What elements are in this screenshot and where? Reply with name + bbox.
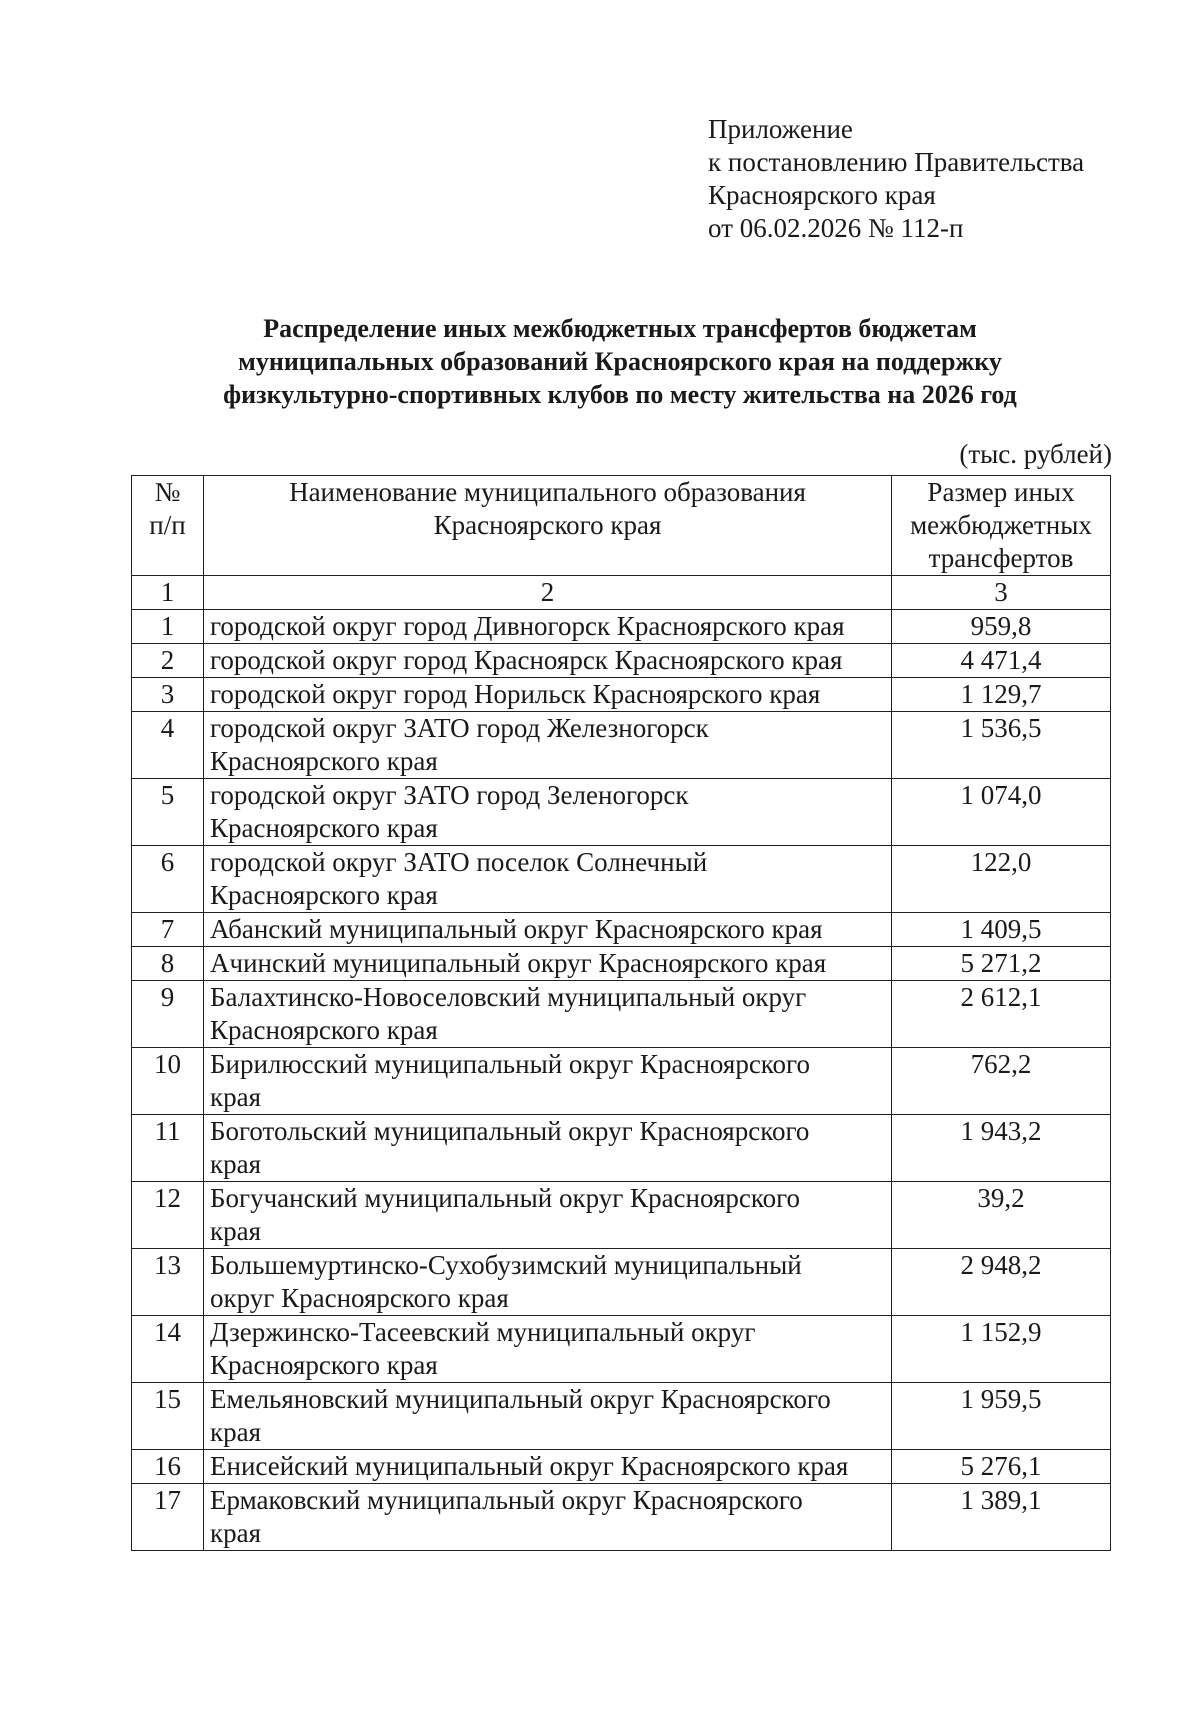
- row-number: 8: [132, 947, 204, 981]
- municipality-name: [204, 981, 892, 1048]
- transfer-amount: 1 389,1: [892, 1484, 1111, 1551]
- municipality-name: [204, 1249, 892, 1316]
- table-row: [132, 1115, 1111, 1182]
- transfer-amount: 5 276,1: [892, 1450, 1111, 1484]
- table-row: [132, 678, 1111, 712]
- header-value-line: межбюджетных: [910, 510, 1092, 540]
- transfer-amount: 122,0: [892, 846, 1111, 913]
- title-line: физкультурно-спортивных клубов по месту жительства на 2026 год: [223, 380, 1017, 409]
- municipality-name-line: края: [210, 1082, 262, 1112]
- municipality-name: [204, 644, 892, 678]
- row-number: 11: [132, 1115, 204, 1182]
- municipality-name: [204, 678, 892, 712]
- row-number: 1: [132, 610, 204, 644]
- header-value-line: трансфертов: [928, 543, 1074, 573]
- transfer-amount: 1 152,9: [892, 1316, 1111, 1383]
- transfer-amount: 39,2: [892, 1182, 1111, 1249]
- units-label: (тыс. рублей): [959, 439, 1112, 469]
- row-number: 13: [132, 1249, 204, 1316]
- title-line: Распределение иных межбюджетных трансфертов бюджетам: [263, 314, 977, 343]
- municipality-name: [204, 1484, 892, 1551]
- table-row: [132, 1484, 1111, 1551]
- table-header-row: [132, 476, 1111, 576]
- table-row: [132, 1249, 1111, 1316]
- header-value-line: Размер иных: [927, 477, 1075, 507]
- transfer-amount: 1 409,5: [892, 913, 1111, 947]
- column-index: 3: [892, 576, 1111, 610]
- municipality-name-line: Красноярского края: [210, 746, 438, 776]
- row-number: 6: [132, 846, 204, 913]
- municipality-name-line: края: [210, 1149, 262, 1179]
- transfer-amount: 1 943,2: [892, 1115, 1111, 1182]
- table-body: [132, 610, 1111, 1551]
- row-number: 2: [132, 644, 204, 678]
- transfer-amount: 1 129,7: [892, 678, 1111, 712]
- municipality-name-line: Ачинский муниципальный округ Красноярского края: [210, 948, 827, 978]
- municipality-name-line: Дзержинско-Тасеевский муниципальный округ: [210, 1317, 756, 1347]
- municipality-name-line: Красноярского края: [210, 1350, 438, 1380]
- municipality-name-line: Красноярского края: [210, 813, 438, 843]
- municipality-name-line: Емельяновский муниципальный округ Красноярского: [210, 1384, 831, 1414]
- transfer-amount: 762,2: [892, 1048, 1111, 1115]
- appendix-line: Красноярского края: [708, 180, 936, 210]
- table-row: [132, 644, 1111, 678]
- municipality-name-line: городской округ город Норильск Красноярского края: [210, 679, 821, 709]
- municipality-name-line: городской округ ЗАТО город Железногорск: [210, 713, 709, 743]
- municipality-name-line: Боготольский муниципальный округ Красноярского: [210, 1116, 810, 1146]
- transfer-amount: 959,8: [892, 610, 1111, 644]
- municipality-name: [204, 947, 892, 981]
- column-index: 1: [132, 576, 204, 610]
- municipality-name-line: городской округ ЗАТО город Зеленогорск: [210, 780, 689, 810]
- table-row: [132, 712, 1111, 779]
- row-number: 10: [132, 1048, 204, 1115]
- municipality-name-line: Красноярского края: [210, 880, 438, 910]
- column-index: 2: [204, 576, 892, 610]
- municipality-name-line: края: [210, 1518, 262, 1548]
- row-number: 5: [132, 779, 204, 846]
- municipality-name: [204, 913, 892, 947]
- municipality-name: [204, 712, 892, 779]
- table-row: [132, 610, 1111, 644]
- municipality-name: [204, 1115, 892, 1182]
- municipality-name: [204, 1316, 892, 1383]
- municipality-name: [204, 779, 892, 846]
- appendix-line: от 06.02.2026 № 112-п: [708, 213, 964, 243]
- row-number: 17: [132, 1484, 204, 1551]
- table-row: [132, 1048, 1111, 1115]
- table-row: [132, 1316, 1111, 1383]
- appendix-line: к постановлению Правительства: [708, 147, 1085, 177]
- transfer-amount: 1 536,5: [892, 712, 1111, 779]
- header-name: [204, 476, 892, 576]
- table-row: [132, 1182, 1111, 1249]
- allocation-table: [131, 475, 1111, 1551]
- column-index-row: [132, 576, 1111, 610]
- municipality-name: [204, 1450, 892, 1484]
- header-num: [132, 476, 204, 576]
- municipality-name-line: округ Красноярского края: [210, 1283, 509, 1313]
- header-num-line: №: [154, 477, 181, 507]
- municipality-name: [204, 1383, 892, 1450]
- row-number: 12: [132, 1182, 204, 1249]
- municipality-name: [204, 1048, 892, 1115]
- row-number: 3: [132, 678, 204, 712]
- transfer-amount: 2 612,1: [892, 981, 1111, 1048]
- table-row: [132, 1383, 1111, 1450]
- table-row: [132, 981, 1111, 1048]
- transfer-amount: 5 271,2: [892, 947, 1111, 981]
- municipality-name-line: Красноярского края: [210, 1015, 438, 1045]
- row-number: 7: [132, 913, 204, 947]
- municipality-name: [204, 1182, 892, 1249]
- municipality-name-line: Богучанский муниципальный округ Красноярского: [210, 1183, 801, 1213]
- header-name-line: Красноярского края: [433, 510, 662, 540]
- municipality-name-line: Бирилюсский муниципальный округ Красноярского: [210, 1049, 810, 1079]
- municipality-name-line: Большемуртинско-Сухобузимский муниципальный: [210, 1250, 802, 1280]
- header-num-line: п/п: [149, 510, 186, 540]
- appendix-block: [708, 113, 1084, 245]
- municipality-name-line: Абанский муниципальный округ Красноярского края: [210, 914, 823, 944]
- municipality-name-line: Ермаковский муниципальный округ Красноярского: [210, 1485, 803, 1515]
- header-name-line: Наименование муниципального образования: [289, 477, 806, 507]
- transfer-amount: 1 959,5: [892, 1383, 1111, 1450]
- municipality-name-line: городской округ ЗАТО поселок Солнечный: [210, 847, 708, 877]
- row-number: 9: [132, 981, 204, 1048]
- table-row: [132, 913, 1111, 947]
- table-row: [132, 1450, 1111, 1484]
- transfer-amount: 4 471,4: [892, 644, 1111, 678]
- table-row: [132, 947, 1111, 981]
- table-row: [132, 779, 1111, 846]
- municipality-name-line: Енисейский муниципальный округ Красноярского края: [210, 1451, 849, 1481]
- appendix-line: Приложение: [708, 114, 853, 144]
- row-number: 4: [132, 712, 204, 779]
- municipality-name-line: края: [210, 1216, 262, 1246]
- transfer-amount: 2 948,2: [892, 1249, 1111, 1316]
- document-title: [130, 312, 1110, 411]
- row-number: 16: [132, 1450, 204, 1484]
- row-number: 14: [132, 1316, 204, 1383]
- municipality-name: [204, 846, 892, 913]
- municipality-name-line: края: [210, 1417, 262, 1447]
- transfer-amount: 1 074,0: [892, 779, 1111, 846]
- municipality-name-line: городской округ город Дивногорск Красноярского края: [210, 611, 845, 641]
- municipality-name-line: городской округ город Красноярск Красноярского края: [210, 645, 843, 675]
- municipality-name-line: Балахтинско-Новоселовский муниципальный округ: [210, 982, 807, 1012]
- title-line: муниципальных образований Красноярского края на поддержку: [238, 347, 1002, 376]
- municipality-name: [204, 610, 892, 644]
- header-value: [892, 476, 1111, 576]
- row-number: 15: [132, 1383, 204, 1450]
- table-row: [132, 846, 1111, 913]
